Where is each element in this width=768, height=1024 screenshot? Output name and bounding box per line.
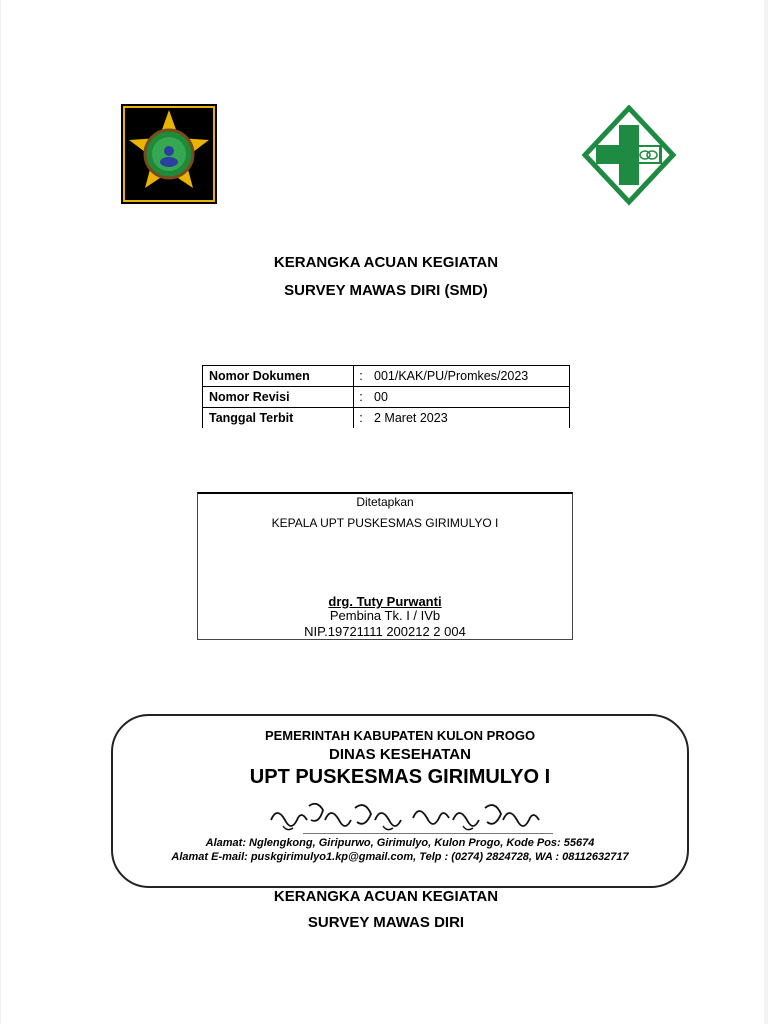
doc-number-value: 001/KAK/PU/Promkes/2023 xyxy=(368,366,570,387)
puskesmas-cross-logo xyxy=(581,105,677,209)
document-info-table xyxy=(202,365,570,428)
separator: : xyxy=(354,366,369,387)
revision-value: 00 xyxy=(368,387,570,408)
revision-label: Nomor Revisi xyxy=(203,387,354,408)
letterhead-institution: UPT PUSKESMAS GIRIMULYO I xyxy=(249,766,551,788)
approver-rank: Pembina Tk. I / IVb xyxy=(329,608,441,623)
approval-box xyxy=(197,492,573,640)
javanese-script-lettering xyxy=(263,796,553,836)
issue-date-value: 2 Maret 2023 xyxy=(368,408,570,429)
document-page xyxy=(1,0,764,1024)
letterhead-divider xyxy=(303,833,553,834)
doc-number-label: Nomor Dokumen xyxy=(203,366,354,387)
separator: : xyxy=(354,408,369,429)
letterhead-department: DINAS KESEHATAN xyxy=(329,746,471,763)
issue-date-label: Tanggal Terbit xyxy=(203,408,354,429)
section-title-line1: KERANGKA ACUAN KEGIATAN xyxy=(273,888,499,905)
approver-name: drg. Tuty Purwanti xyxy=(328,594,442,609)
separator: : xyxy=(354,387,369,408)
table-row xyxy=(203,408,570,429)
ditetapkan-label: Ditetapkan xyxy=(356,495,414,509)
kulon-progo-emblem-logo xyxy=(121,104,217,204)
letterhead-address: Alamat: Nglengkong, Giripurwo, Girimulyo, Kulon Progo, Kode Pos: 55674 xyxy=(205,837,595,849)
letterhead xyxy=(111,714,689,888)
document-title-line1: KERANGKA ACUAN KEGIATAN xyxy=(273,254,499,271)
table-row xyxy=(203,387,570,408)
letterhead-contact: Alamat E-mail: puskgirimulyo1.kp@gmail.com, Telp : (0274) 2824728, WA : 08112632717 xyxy=(171,851,629,863)
document-title-line2: SURVEY MAWAS DIRI (SMD) xyxy=(284,282,488,299)
letterhead-government: PEMERINTAH KABUPATEN KULON PROGO xyxy=(264,728,536,743)
section-title-line2: SURVEY MAWAS DIRI xyxy=(307,914,465,931)
approver-nip: NIP.19721111 200212 2 004 xyxy=(304,624,466,639)
table-row xyxy=(203,366,570,387)
approver-position: KEPALA UPT PUSKESMAS GIRIMULYO I xyxy=(271,516,499,530)
